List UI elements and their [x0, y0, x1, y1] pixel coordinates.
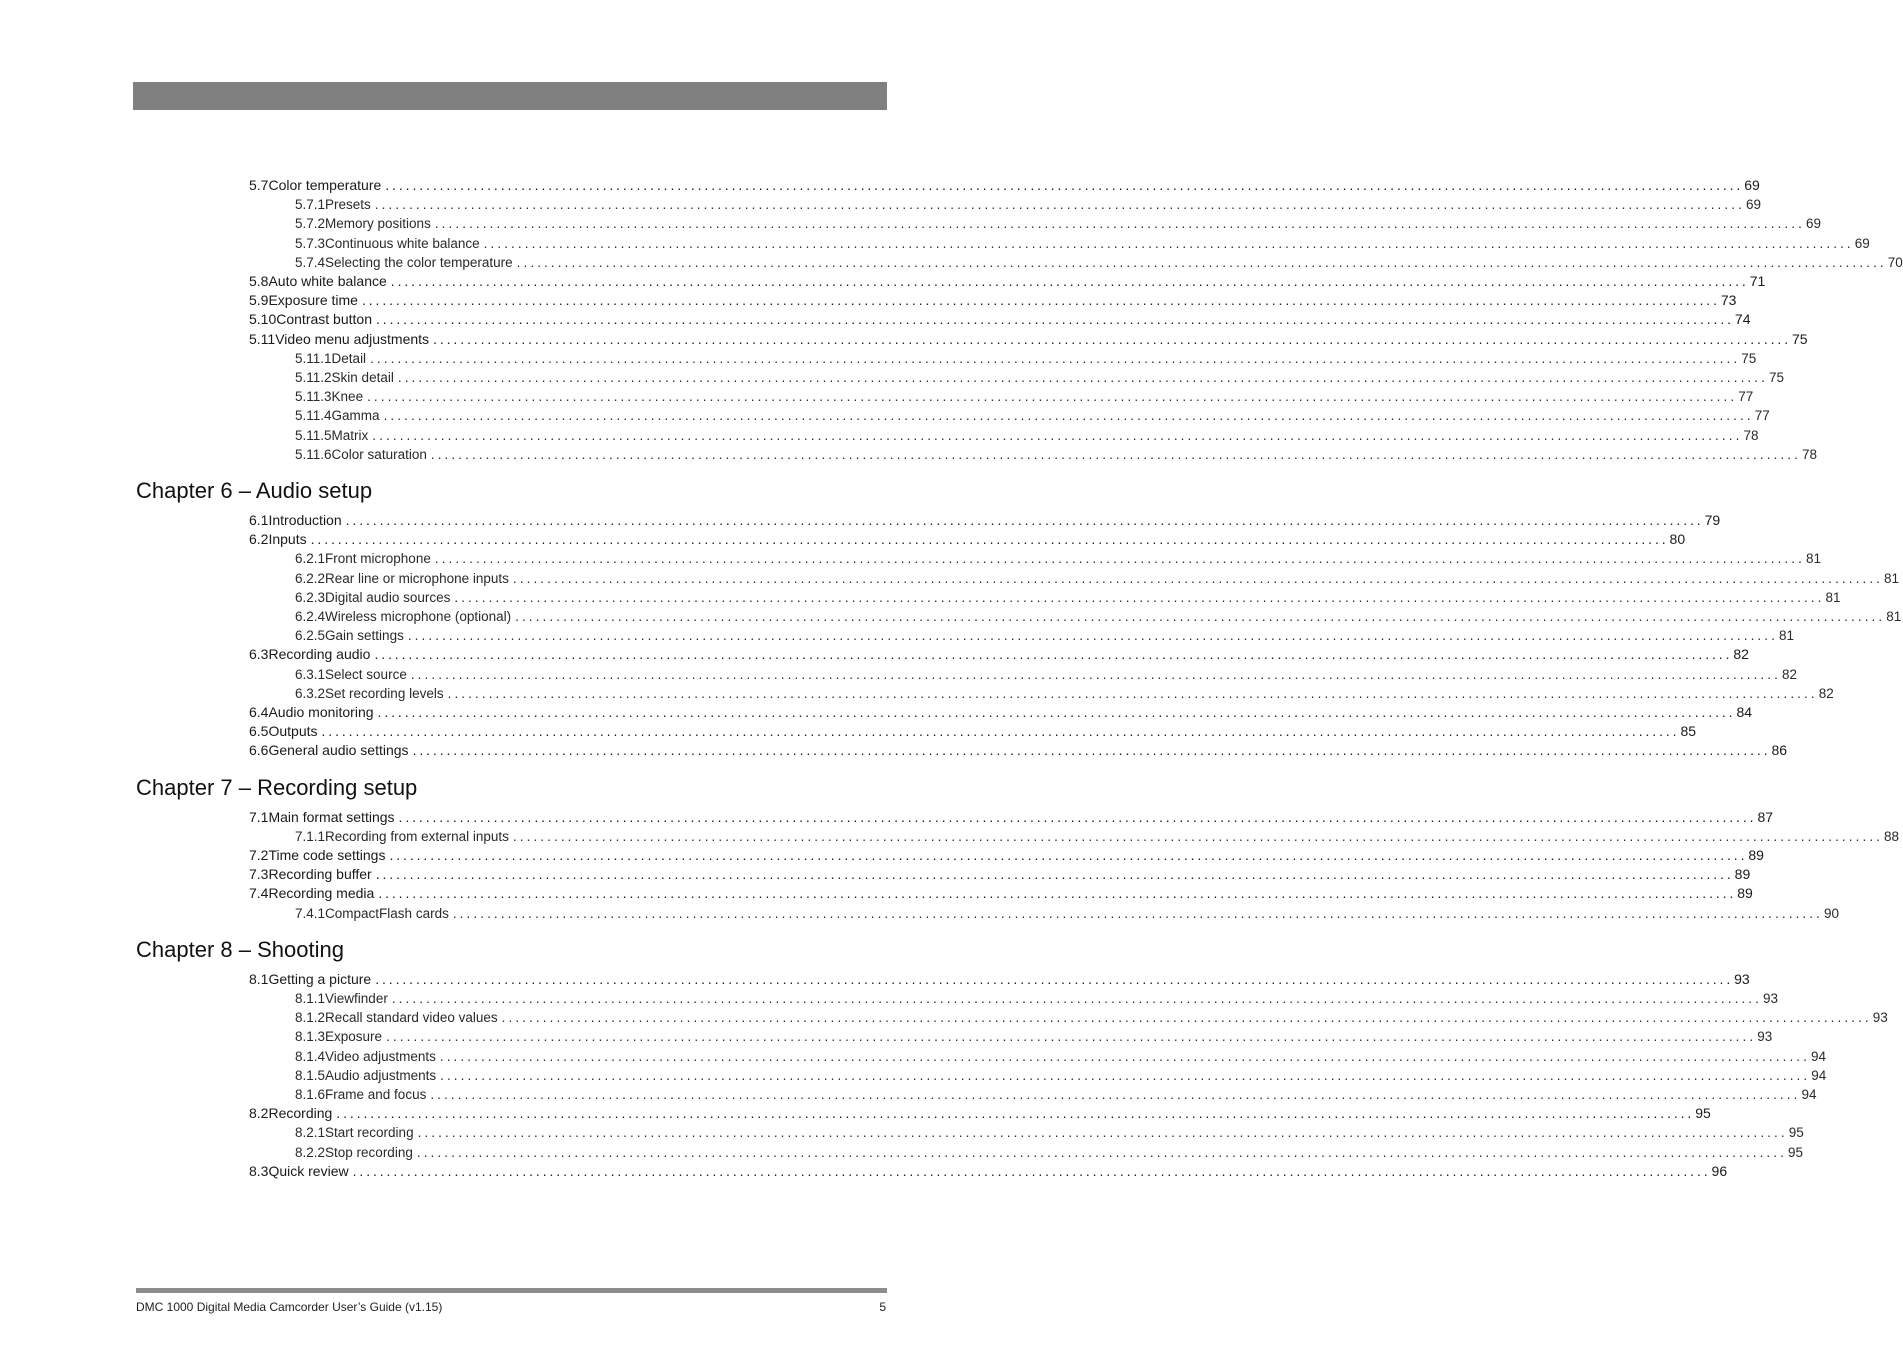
toc-entry-title: Quick review	[268, 1162, 349, 1179]
toc-entry-page: 87	[1757, 808, 1774, 825]
toc-section-entry[interactable]	[136, 330, 1808, 349]
toc-section-entry[interactable]	[136, 1104, 1711, 1123]
toc-entry-number: 6.3.1	[295, 666, 326, 682]
toc-entry-title: Rear line or microphone inputs	[325, 570, 509, 586]
toc-entry-number: 7.2	[249, 847, 269, 863]
toc-entry-page: 71	[1749, 273, 1766, 289]
toc-entry-number: 5.11.5	[295, 427, 332, 443]
dot-leader: ........................................................................................................................................................................................................	[377, 704, 1736, 720]
toc-entry-title: Audio monitoring	[268, 704, 374, 720]
toc-entry-number: 8.1.2	[295, 1010, 326, 1026]
toc-section-entry[interactable]	[136, 1162, 1728, 1181]
toc-entry-title: Selecting the color temperature	[325, 254, 513, 270]
toc-entry-number: 6.2	[249, 531, 269, 548]
dot-leader: ........................................................................................................................................................................................................	[370, 350, 1741, 366]
dot-leader: ........................................................................................................................................................................................................	[375, 970, 1734, 987]
toc-entry-page: 69	[1744, 177, 1760, 193]
toc-entry-title: Memory positions	[325, 216, 431, 232]
dot-leader: ........................................................................................................................................................................................................	[391, 991, 1762, 1006]
toc-entry-title: Stop recording	[325, 1144, 413, 1160]
toc-entry-page: 75	[1792, 330, 1808, 347]
toc-entry-page: 69	[1854, 235, 1870, 251]
toc-section-entry[interactable]	[136, 741, 1788, 760]
dot-leader: ........................................................................................................................................................................................................	[512, 570, 1884, 586]
dot-leader: ........................................................................................................................................................................................................	[430, 1087, 1801, 1102]
toc-section-entry[interactable]	[136, 272, 1766, 291]
toc-entry-title: Recording media	[268, 885, 375, 902]
toc-subsection-entry[interactable]	[136, 1008, 1888, 1027]
toc-section-entry[interactable]	[136, 722, 1697, 741]
toc-section-entry[interactable]	[136, 530, 1686, 549]
toc-entry-title: Introduction	[268, 512, 342, 528]
dot-leader: ........................................................................................................................................................................................................	[378, 885, 1737, 902]
toc-entry-page: 89	[1737, 885, 1753, 902]
dot-leader: ........................................................................................................................................................................................................	[454, 589, 1825, 605]
toc-entry-number: 5.7.1	[295, 197, 326, 213]
footer-page-number: 5	[879, 1300, 886, 1314]
toc-section-entry[interactable]	[136, 703, 1753, 722]
chapter-heading: Chapter 7 – Recording setup	[136, 774, 418, 800]
dot-leader: ........................................................................................................................................................................................................	[433, 330, 1791, 347]
dot-leader: ........................................................................................................................................................................................................	[390, 273, 1749, 289]
toc-entry-title: Outputs	[268, 723, 318, 740]
dot-leader: ........................................................................................................................................................................................................	[374, 646, 1733, 663]
chapter-heading: Chapter 8 – Shooting	[136, 936, 344, 962]
toc-entry-number: 8.2.1	[295, 1125, 326, 1141]
footer-rule	[136, 1288, 887, 1293]
toc-entry-number: 6.2.3	[295, 589, 326, 605]
dot-leader: ........................................................................................................................................................................................................	[447, 685, 1818, 701]
toc-entry-number: 8.1.3	[295, 1029, 326, 1045]
toc-entry-number: 6.1	[249, 512, 269, 528]
dot-leader: ........................................................................................................................................................................................................	[483, 235, 1854, 251]
toc-entry-title: Main format settings	[268, 808, 395, 825]
toc-entry-title: Color temperature	[268, 177, 382, 193]
toc-entry-title: Recall standard video values	[325, 1010, 498, 1026]
toc-entry-number: 8.1.1	[295, 991, 326, 1006]
toc-entry-page: 78	[1743, 427, 1759, 443]
toc-entry-page: 80	[1669, 531, 1686, 548]
dot-leader: ........................................................................................................................................................................................................	[452, 905, 1823, 921]
toc-entry-page: 74	[1734, 311, 1751, 328]
toc-entry-title: Continuous white balance	[325, 235, 480, 251]
toc-subsection-entry[interactable]	[136, 549, 1822, 568]
toc-entry-page: 77	[1738, 389, 1754, 405]
toc-entry-number: 5.7	[249, 177, 269, 193]
dot-leader: ........................................................................................................................................................................................................	[501, 1010, 1872, 1026]
toc-entry-page: 81	[1806, 551, 1822, 567]
toc-entry-number: 7.1	[249, 808, 269, 825]
toc-entry-number: 5.7.2	[295, 216, 326, 232]
dot-leader: ........................................................................................................................................................................................................	[367, 389, 1738, 405]
toc-entry-title: Inputs	[268, 531, 307, 548]
toc-entry-title: Gain settings	[325, 628, 404, 644]
dot-leader: ........................................................................................................................................................................................................	[407, 628, 1778, 644]
dot-leader: ........................................................................................................................................................................................................	[375, 866, 1734, 883]
toc-entry-number: 5.9	[249, 292, 269, 309]
toc-entry-number: 5.11.6	[295, 446, 332, 462]
toc-subsection-entry[interactable]	[136, 1085, 1817, 1104]
toc-section-entry[interactable]	[136, 645, 1749, 664]
toc-entry-page: 89	[1734, 866, 1751, 883]
dot-leader: ........................................................................................................................................................................................................	[417, 1125, 1788, 1141]
toc-entry-title: Wireless microphone (optional)	[325, 609, 512, 624]
toc-entry-number: 5.11.4	[295, 408, 332, 424]
toc-section-entry[interactable]	[136, 310, 1751, 329]
toc-entry-title: CompactFlash cards	[325, 905, 449, 921]
toc-entry-page: 95	[1695, 1105, 1711, 1122]
dot-leader: ........................................................................................................................................................................................................	[361, 292, 1720, 309]
toc-entry-page: 81	[1884, 570, 1900, 586]
toc-entry-page: 90	[1823, 905, 1840, 921]
dot-leader: ........................................................................................................................................................................................................	[374, 197, 1745, 213]
toc-subsection-entry[interactable]	[136, 368, 1785, 387]
dot-leader: ........................................................................................................................................................................................................	[310, 531, 1669, 548]
toc-entry-page: 96	[1711, 1162, 1728, 1179]
dot-leader: ........................................................................................................................................................................................................	[383, 408, 1754, 424]
toc-entry-number: 6.3	[249, 646, 269, 663]
toc-entry-title: Skin detail	[331, 370, 394, 385]
toc-entry-number: 6.6	[249, 742, 269, 759]
dot-leader: ........................................................................................................................................................................................................	[398, 808, 1757, 825]
toc-entry-title: Time code settings	[268, 847, 386, 863]
toc-entry-number: 6.2.4	[295, 609, 326, 624]
dot-leader: ........................................................................................................................................................................................................	[434, 216, 1805, 232]
toc-subsection-entry[interactable]	[136, 1143, 1804, 1162]
toc-entry-page: 81	[1778, 628, 1795, 644]
dot-leader: ........................................................................................................................................................................................................	[389, 847, 1748, 863]
toc-section-entry[interactable]	[136, 291, 1737, 310]
toc-entry-title: General audio settings	[268, 742, 409, 759]
toc-entry-number: 7.4.1	[295, 905, 326, 921]
toc-subsection-entry[interactable]	[136, 234, 1870, 253]
toc-entry-page: 81	[1886, 609, 1902, 624]
toc-entry-page: 69	[1745, 197, 1761, 213]
toc-entry-title: Color saturation	[331, 446, 427, 462]
toc-entry-title: Recording	[268, 1105, 333, 1122]
toc-entry-number: 5.11	[249, 330, 276, 347]
header-bar	[133, 82, 887, 110]
toc-entry-title: Frame and focus	[325, 1087, 427, 1102]
toc-subsection-entry[interactable]	[136, 349, 1757, 368]
toc-entry-page: 79	[1704, 512, 1721, 528]
toc-entry-title: Video menu adjustments	[275, 330, 430, 347]
toc-subsection-entry[interactable]	[136, 665, 1798, 684]
toc-entry-page: 73	[1720, 292, 1737, 309]
toc-entry-number: 8.3	[249, 1162, 269, 1179]
toc-subsection-entry[interactable]	[136, 569, 1900, 588]
dot-leader: ........................................................................................................................................................................................................	[515, 609, 1886, 624]
toc-entry-number: 5.8	[249, 273, 269, 289]
toc-entry-title: Matrix	[331, 427, 369, 443]
dot-leader: ........................................................................................................................................................................................................	[397, 370, 1768, 385]
toc-entry-page: 88	[1884, 828, 1900, 844]
toc-entry-number: 5.11.2	[295, 370, 332, 385]
toc-entry-page: 94	[1811, 1048, 1827, 1064]
toc-subsection-entry[interactable]	[136, 214, 1822, 233]
toc-entry-number: 5.7.4	[295, 254, 326, 270]
toc-entry-number: 5.11.3	[295, 389, 332, 405]
toc-entry-number: 5.10	[249, 311, 277, 328]
toc-entry-title: Knee	[331, 389, 364, 405]
toc-entry-page: 75	[1741, 350, 1757, 366]
toc-entry-page: 69	[1805, 216, 1822, 232]
dot-leader: ........................................................................................................................................................................................................	[440, 1067, 1811, 1083]
toc-entry-number: 8.1.6	[295, 1087, 326, 1102]
toc-entry-number: 8.2.2	[295, 1144, 326, 1160]
toc-section-entry[interactable]	[136, 884, 1753, 903]
toc-subsection-entry[interactable]	[136, 588, 1841, 607]
toc-subsection-entry[interactable]	[136, 607, 1902, 626]
toc-subsection-entry[interactable]	[136, 904, 1840, 923]
toc-entry-page: 95	[1788, 1144, 1804, 1160]
toc-subsection-entry[interactable]	[136, 445, 1818, 464]
toc-entry-page: 70	[1887, 254, 1903, 270]
toc-entry-page: 93	[1762, 991, 1779, 1006]
toc-entry-title: Auto white balance	[268, 273, 387, 289]
dot-leader: ........................................................................................................................................................................................................	[512, 828, 1884, 844]
toc-entry-title: Recording from external inputs	[325, 828, 509, 844]
toc-entry-number: 6.3.2	[295, 685, 326, 701]
toc-subsection-entry[interactable]	[136, 387, 1754, 406]
toc-entry-number: 8.2	[249, 1105, 269, 1122]
toc-entry-page: 86	[1771, 742, 1788, 759]
toc-entry-number: 7.3	[249, 866, 269, 883]
dot-leader: ........................................................................................................................................................................................................	[410, 666, 1781, 682]
toc-entry-number: 8.1.4	[295, 1048, 326, 1064]
toc-entry-title: Presets	[325, 197, 371, 213]
dot-leader: ........................................................................................................................................................................................................	[352, 1162, 1711, 1179]
toc-entry-number: 6.2.2	[295, 570, 326, 586]
toc-subsection-entry[interactable]	[136, 426, 1759, 445]
toc-section-entry[interactable]	[136, 865, 1751, 884]
toc-entry-page: 78	[1802, 446, 1818, 462]
toc-entry-page: 82	[1781, 666, 1798, 682]
toc-entry-page: 89	[1748, 847, 1764, 863]
toc-subsection-entry[interactable]	[136, 1027, 1773, 1046]
toc-subsection-entry[interactable]	[136, 1047, 1827, 1066]
toc-entry-number: 6.4	[249, 704, 269, 720]
toc-entry-number: 7.1.1	[295, 828, 326, 844]
toc-entry-number: 8.1	[249, 970, 269, 987]
toc-entry-page: 93	[1757, 1029, 1773, 1045]
toc-section-entry[interactable]	[136, 846, 1764, 865]
toc-entry-page: 82	[1818, 685, 1834, 701]
dot-leader: ........................................................................................................................................................................................................	[375, 311, 1734, 328]
dot-leader: ........................................................................................................................................................................................................	[516, 254, 1887, 270]
toc-entry-number: 7.4	[249, 885, 269, 902]
toc-entry-title: Detail	[331, 350, 367, 366]
toc-entry-page: 77	[1754, 408, 1770, 424]
toc-entry-title: Front microphone	[325, 551, 431, 567]
toc-entry-page: 75	[1769, 370, 1785, 385]
toc-entry-page: 85	[1680, 723, 1697, 740]
dot-leader: ........................................................................................................................................................................................................	[416, 1144, 1787, 1160]
toc-subsection-entry[interactable]	[136, 1066, 1827, 1085]
toc-entry-number: 5.11.1	[295, 350, 332, 366]
toc-entry-title: Contrast button	[276, 311, 372, 328]
toc-entry-title: Exposure time	[268, 292, 358, 309]
toc-entry-page: 93	[1734, 970, 1750, 987]
toc-section-entry[interactable]	[136, 970, 1750, 989]
toc-subsection-entry[interactable]	[136, 253, 1903, 272]
toc-entry-page: 81	[1825, 589, 1841, 605]
toc-section-entry[interactable]	[136, 176, 1760, 195]
toc-entry-title: Recording audio	[268, 646, 371, 663]
toc-entry-title: Set recording levels	[325, 685, 444, 701]
toc-subsection-entry[interactable]	[136, 684, 1834, 703]
toc-subsection-entry[interactable]	[136, 827, 1900, 846]
toc-entry-title: Viewfinder	[325, 991, 388, 1006]
dot-leader: ........................................................................................................................................................................................................	[439, 1048, 1811, 1064]
toc-entry-number: 6.5	[249, 723, 269, 740]
toc-entry-page: 94	[1811, 1067, 1827, 1083]
toc-entry-title: Exposure	[325, 1029, 383, 1045]
toc-entry-page: 93	[1872, 1010, 1888, 1026]
toc-subsection-entry[interactable]	[136, 626, 1795, 645]
toc-subsection-entry[interactable]	[136, 406, 1770, 425]
toc-entry-title: Gamma	[331, 408, 380, 424]
toc-section-entry[interactable]	[136, 511, 1721, 530]
toc-entry-title: Video adjustments	[325, 1048, 436, 1064]
dot-leader: ........................................................................................................................................................................................................	[385, 177, 1744, 193]
toc-entry-number: 5.7.3	[295, 235, 326, 251]
toc-entry-title: Select source	[325, 666, 407, 682]
toc-section-entry[interactable]	[136, 808, 1774, 827]
dot-leader: ........................................................................................................................................................................................................	[336, 1105, 1695, 1122]
dot-leader: ........................................................................................................................................................................................................	[372, 427, 1743, 443]
toc-subsection-entry[interactable]	[136, 195, 1761, 214]
dot-leader: ........................................................................................................................................................................................................	[412, 742, 1771, 759]
toc-entry-title: Audio adjustments	[325, 1067, 437, 1083]
dot-leader: ........................................................................................................................................................................................................	[386, 1029, 1757, 1045]
toc-entry-page: 82	[1733, 646, 1749, 663]
toc-entry-title: Digital audio sources	[325, 589, 451, 605]
dot-leader: ........................................................................................................................................................................................................	[321, 723, 1680, 740]
toc-entry-number: 6.2.1	[295, 551, 326, 567]
toc-entry-title: Start recording	[325, 1125, 414, 1141]
toc-subsection-entry[interactable]	[136, 989, 1779, 1008]
toc-entry-number: 6.2.5	[295, 628, 326, 644]
toc-entry-page: 84	[1736, 704, 1753, 720]
toc-entry-number: 8.1.5	[295, 1067, 326, 1083]
toc-entry-title: Getting a picture	[268, 970, 372, 987]
toc-entry-title: Recording buffer	[268, 866, 372, 883]
dot-leader: ........................................................................................................................................................................................................	[430, 446, 1802, 462]
dot-leader: ........................................................................................................................................................................................................	[434, 551, 1805, 567]
chapter-heading: Chapter 6 – Audio setup	[136, 478, 373, 503]
toc-entry-page: 94	[1801, 1087, 1817, 1102]
footer-document-title: DMC 1000 Digital Media Camcorder User’s Guide (v1.15)	[136, 1300, 443, 1314]
toc-entry-page: 95	[1788, 1125, 1804, 1141]
toc-subsection-entry[interactable]	[136, 1123, 1804, 1142]
dot-leader: ........................................................................................................................................................................................................	[345, 512, 1704, 528]
